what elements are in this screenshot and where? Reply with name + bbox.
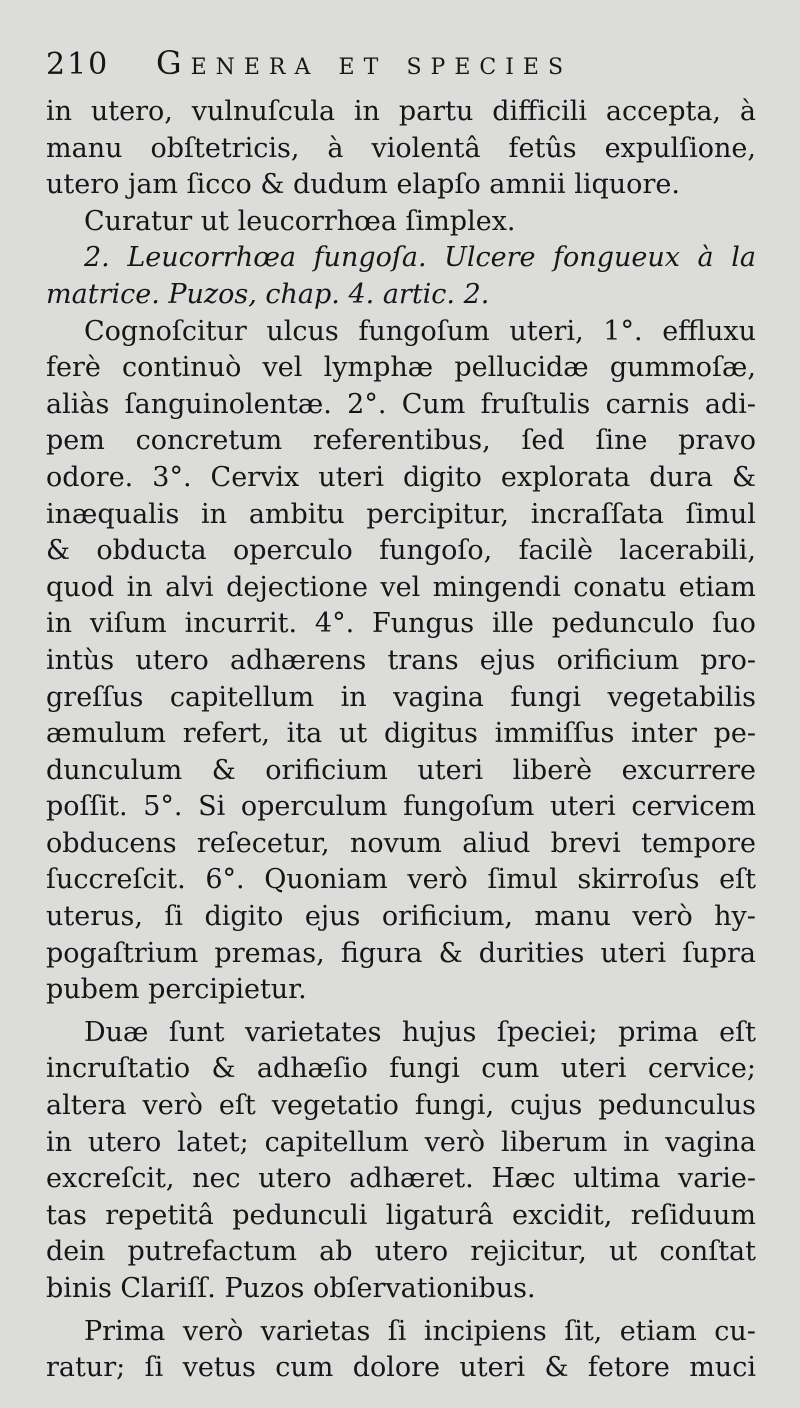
text-line [46, 1161, 756, 1198]
word: varietates [245, 1016, 382, 1048]
word: refert, [182, 718, 270, 750]
word: nec [192, 1163, 241, 1195]
word: ejus [479, 644, 536, 676]
text-line [46, 789, 756, 826]
body-text [46, 94, 756, 1387]
word: à [327, 132, 344, 164]
word: putrefactum [127, 1236, 297, 1268]
word: adhæſio [256, 1053, 368, 1085]
word: cervicem [631, 791, 756, 823]
word: repetitâ [105, 1199, 214, 1231]
text-line: matrice. Puzos, chap. 4. artic. 2. [46, 278, 490, 310]
word: 1°. [603, 315, 643, 347]
word: poſſit. [46, 791, 128, 823]
word: in [46, 1126, 73, 1158]
word: dejectione [226, 571, 368, 603]
text-line [46, 460, 756, 497]
word: incurrit. [184, 608, 298, 640]
word: inter [631, 718, 697, 750]
word: ſunt [168, 1016, 225, 1048]
word: excreſcit, [46, 1163, 175, 1195]
word: hujus [402, 1016, 477, 1048]
word: inæqualis [46, 498, 180, 530]
word: Fungus [372, 608, 475, 640]
word: dein [46, 1236, 106, 1268]
text-line [46, 1125, 756, 1162]
word: fungoſa. [313, 242, 427, 274]
word: ſi [144, 1352, 164, 1384]
word: lacerabili, [619, 535, 756, 567]
word: orificium [556, 644, 680, 676]
word: obducta [96, 535, 207, 567]
word: à [697, 242, 714, 274]
word: verò [424, 1126, 486, 1158]
word: vulnuſcula [191, 96, 336, 127]
text-line [46, 1314, 756, 1351]
text-line [46, 936, 756, 973]
word: lymphæ [323, 352, 434, 384]
word: ratur; [46, 1352, 126, 1384]
word: adhærens [229, 644, 367, 676]
word: cum [481, 1053, 540, 1085]
word: etiam [678, 571, 756, 603]
word: reſiduum [630, 1199, 756, 1231]
text-line [46, 240, 756, 277]
word: cu- [714, 1315, 756, 1347]
word: cujus [510, 1090, 583, 1122]
word: skirroſus [577, 864, 700, 896]
word: uteri, [509, 315, 584, 347]
word: brevi [550, 827, 621, 859]
word: & [211, 754, 236, 786]
word: aliud [462, 827, 531, 859]
text-line: pubem percipietur. [46, 974, 307, 1006]
word: in [46, 96, 73, 127]
word: fungoſum [358, 315, 490, 347]
word: conatu [573, 571, 667, 603]
word: dunculum [46, 754, 183, 786]
word: alvi [165, 571, 214, 603]
word: fetore [587, 1352, 670, 1384]
text-line [46, 350, 756, 387]
word: varietas [260, 1315, 371, 1347]
word: ulcus [266, 315, 339, 347]
text-line [46, 826, 756, 863]
word: ſuo [712, 608, 756, 640]
word: capitellum [264, 1126, 409, 1158]
word: Cum [401, 388, 466, 420]
word: pem [46, 425, 105, 457]
word: ferè [46, 352, 101, 384]
word: operculo [232, 535, 353, 567]
text-line [46, 533, 756, 570]
word: mingendi [432, 571, 561, 603]
word: eſt [218, 1090, 256, 1122]
word: ſimul [685, 498, 756, 530]
word: effluxu [662, 315, 756, 347]
word: la [731, 242, 756, 274]
word: liberè [512, 754, 593, 786]
word: manu [46, 132, 123, 164]
word: vegetatio [271, 1090, 399, 1122]
word: Cervix [210, 461, 300, 493]
word: orificium [265, 754, 388, 786]
word: ſit, [564, 1315, 603, 1347]
word: ſine [595, 425, 648, 457]
word: difficili [492, 96, 587, 127]
word: ultima [573, 1163, 661, 1195]
word: manu [534, 901, 611, 933]
word: 3°. [152, 461, 192, 493]
word: gummoſæ, [609, 352, 756, 384]
word: ut [608, 1236, 638, 1268]
word: adhæret. [349, 1163, 474, 1195]
word: viſum [89, 608, 167, 640]
word: in [340, 681, 367, 713]
text-line [46, 1015, 756, 1052]
word: Hæc [491, 1163, 556, 1195]
word: referentibus, [312, 425, 491, 457]
text-line [46, 899, 756, 936]
word: immiſſus [494, 718, 615, 750]
word: Quoniam [264, 864, 388, 896]
word: incraſſata [530, 498, 664, 530]
word: utero, [90, 96, 173, 127]
word: excurrere [621, 754, 756, 786]
text-line [46, 314, 756, 351]
word: ſi [164, 901, 184, 933]
text-line [46, 423, 756, 460]
word: 2°. [347, 388, 387, 420]
word: à [739, 96, 756, 127]
word: trans [387, 644, 459, 676]
word: durities [478, 937, 585, 969]
page-number: 210 [46, 47, 110, 82]
word: pe- [713, 718, 756, 750]
word: fetûs [508, 132, 577, 164]
word: uteri [549, 791, 616, 823]
word: fungi [510, 681, 582, 713]
word: verò [407, 864, 468, 896]
word: aliàs [46, 388, 110, 420]
word: figura [340, 937, 423, 969]
word: cervice; [647, 1053, 756, 1085]
word: & [544, 1352, 569, 1384]
word: verò [142, 1090, 203, 1122]
word: fruſtulis [480, 388, 591, 420]
word: carnis [605, 388, 690, 420]
word: ſpeciei; [496, 1016, 598, 1048]
word: in [623, 1126, 650, 1158]
word: & [438, 937, 463, 969]
word: conſtat [659, 1236, 756, 1268]
text-line: Curatur ut leucorrhœa ſimplex. [84, 205, 516, 237]
word: operculum [240, 791, 388, 823]
running-title: Genera et species [156, 44, 573, 82]
word: liberum [500, 1126, 608, 1158]
text-line: utero jam ſicco & dudum elapſo amnii liquore. [46, 169, 680, 201]
word: muci [689, 1352, 756, 1384]
word: pogaſtrium [46, 937, 199, 969]
word: in [201, 498, 228, 530]
text-line [46, 1350, 756, 1387]
word: concretum [135, 425, 283, 457]
word: partu [398, 96, 474, 127]
word: verò [632, 901, 693, 933]
word: uteri [600, 937, 667, 969]
word: 6°. [205, 864, 245, 896]
word: vetus [182, 1352, 256, 1384]
word: accepta, [605, 96, 722, 127]
word: uteri [560, 1053, 627, 1085]
word: ita [286, 718, 323, 750]
word: dolore [352, 1352, 441, 1384]
word: cum [275, 1352, 334, 1384]
word: uterus, [46, 901, 143, 933]
word: explorata [500, 461, 631, 493]
word: Si [198, 791, 226, 823]
word: utero [87, 1126, 162, 1158]
word: ut [339, 718, 368, 750]
word: tas [46, 1199, 87, 1231]
word: pravo [678, 425, 756, 457]
word: incruſtatio [46, 1053, 191, 1085]
word: & [211, 1053, 236, 1085]
word: ille [491, 608, 534, 640]
text-line [46, 1198, 756, 1235]
word: vel [262, 352, 303, 384]
word: ejus [304, 901, 361, 933]
text-line [46, 94, 756, 131]
word: continuò [122, 352, 242, 384]
word: digitus [383, 718, 478, 750]
word: rejicitur, [470, 1236, 587, 1268]
word: odore. [46, 461, 134, 493]
word: pro- [700, 644, 756, 676]
text-line [46, 716, 756, 753]
word: fungi, [414, 1090, 495, 1122]
word: pedunculus [598, 1090, 756, 1122]
word: Cognoſcitur [84, 315, 247, 347]
word: ſi [387, 1315, 407, 1347]
word: fongueux [553, 242, 680, 274]
word: ſimul [487, 864, 558, 896]
word: in [353, 96, 380, 127]
word: & [46, 535, 71, 567]
word: ambitu [248, 498, 345, 530]
word: in [126, 571, 153, 603]
word: quod [46, 571, 115, 603]
word: ſanguinolentæ. [124, 388, 332, 420]
word: Ulcere [444, 242, 536, 274]
word: vagina [393, 681, 484, 713]
word: digito [402, 461, 482, 493]
text-line [46, 606, 756, 643]
word: dura [649, 461, 713, 493]
word: & [731, 461, 756, 493]
word: pellucidæ [454, 352, 589, 384]
word: ſed [521, 425, 565, 457]
word: Leucorrhœa [127, 242, 296, 274]
word: utero [374, 1236, 449, 1268]
word: obducens [46, 827, 177, 859]
word: utero [135, 644, 209, 676]
text-line [46, 753, 756, 790]
word: fungi [389, 1053, 460, 1085]
text-line [46, 387, 756, 424]
word: varie- [677, 1163, 756, 1195]
word: premas, [214, 937, 325, 969]
word: tempore [641, 827, 756, 859]
word: prima [618, 1016, 699, 1048]
word: verò [182, 1315, 244, 1347]
word: vagina [665, 1126, 756, 1158]
word: fungoſo, [379, 535, 493, 567]
word: adi- [704, 388, 756, 420]
word: altera [46, 1090, 127, 1122]
text-line [46, 570, 756, 607]
word: uteri [459, 1352, 526, 1384]
word: fungoſum [403, 791, 535, 823]
word: vegetabilis [607, 681, 756, 713]
word: reſecetur, [196, 827, 330, 859]
word: vel [380, 571, 421, 603]
word: hy- [714, 901, 756, 933]
text-line [46, 643, 756, 680]
word: capitellum [169, 681, 315, 713]
text-line [46, 680, 756, 717]
word: Prima [84, 1315, 166, 1347]
word: pedunculi [232, 1199, 368, 1231]
word: ſupra [682, 937, 756, 969]
text-line: binis Clariſſ. Puzos obſervationibus. [46, 1273, 536, 1304]
word: uteri [318, 461, 384, 493]
text-line [46, 1051, 756, 1088]
word: incipiens [423, 1315, 547, 1347]
word: etiam [619, 1315, 697, 1347]
word: ligaturâ [385, 1199, 494, 1231]
word: ſuccreſcit. [46, 864, 186, 896]
word: æmulum [46, 718, 166, 750]
word: uteri [417, 754, 484, 786]
word: greſſus [46, 681, 144, 713]
word: digito [204, 901, 284, 933]
text-line [46, 1234, 756, 1271]
word: utero [258, 1163, 332, 1195]
word: expulſione, [604, 132, 756, 164]
word: 5°. [143, 791, 183, 823]
running-head [46, 44, 756, 94]
text-line [46, 131, 756, 168]
word: orificium, [381, 901, 513, 933]
word: violentâ [371, 132, 481, 164]
word: obſtetricis, [150, 132, 300, 164]
word: intùs [46, 644, 115, 676]
word: latet; [177, 1126, 249, 1158]
text-line [46, 1088, 756, 1125]
word: in [46, 608, 73, 640]
word: 2. [84, 242, 110, 274]
word: novum [350, 827, 442, 859]
text-line [46, 497, 756, 534]
word: eſt [719, 864, 756, 896]
word: excidit, [512, 1199, 613, 1231]
word: ab [319, 1236, 353, 1268]
word: pedunculo [551, 608, 695, 640]
word: facilè [518, 535, 594, 567]
word: percipitur, [366, 498, 510, 530]
text-line [46, 862, 756, 899]
word: 4°. [314, 608, 355, 640]
word: Duæ [84, 1016, 149, 1048]
word: eſt [719, 1016, 756, 1048]
